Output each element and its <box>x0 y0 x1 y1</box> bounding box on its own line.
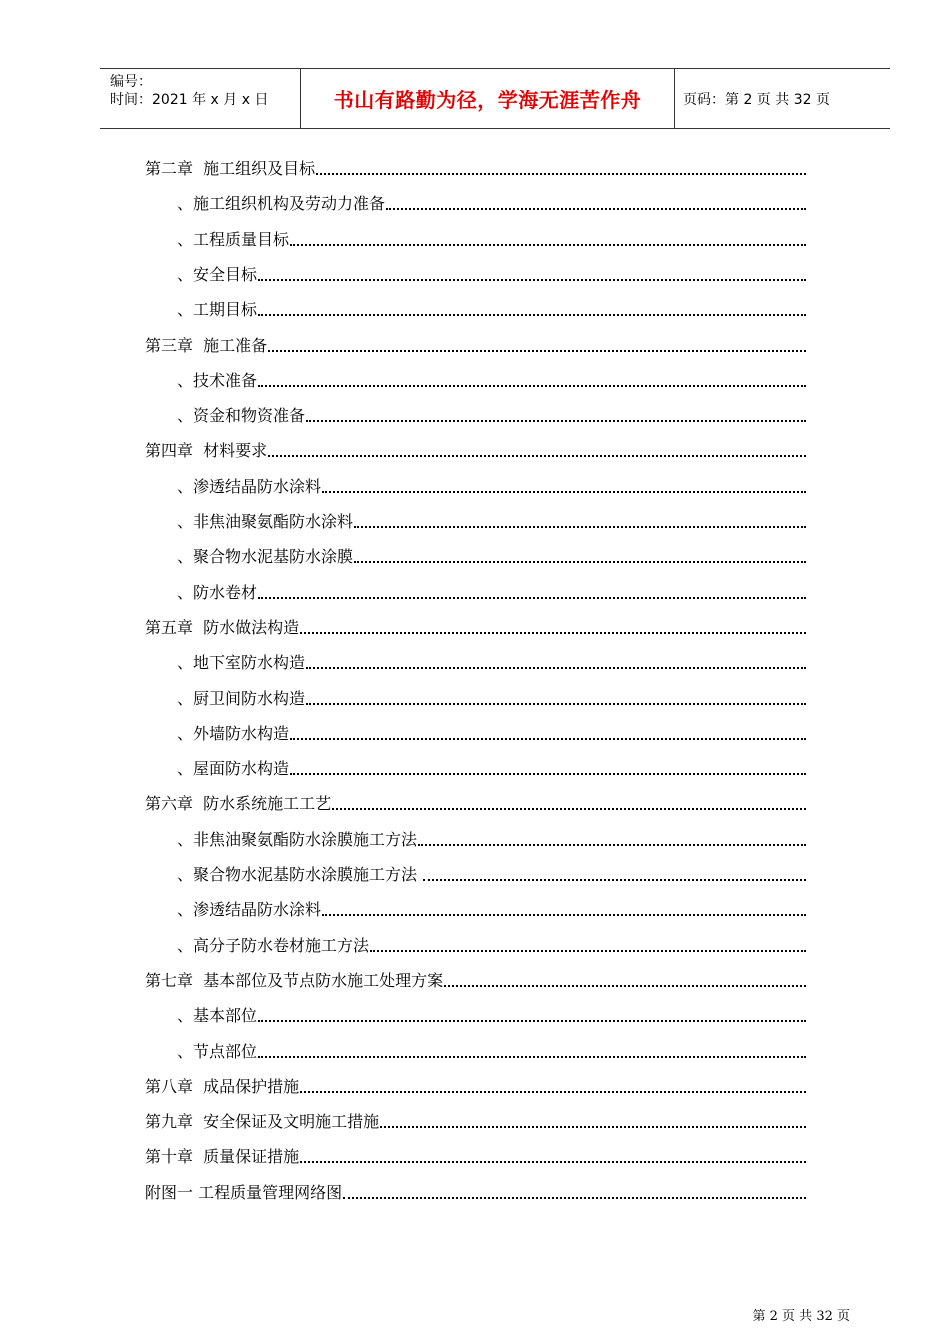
toc-section-entry[interactable] <box>177 829 806 851</box>
toc-section-entry[interactable] <box>177 1041 806 1063</box>
toc-entry-label: 第四章 材料要求 <box>145 441 268 460</box>
toc-entry-label: 、防水卷材 <box>177 583 258 602</box>
toc-leader-dots <box>290 772 806 775</box>
toc-leader-dots <box>258 596 806 599</box>
toc-entry-label: 、屋面防水构造 <box>177 759 290 778</box>
toc-section-entry[interactable] <box>177 264 806 286</box>
toc-entry-label: 第八章 成品保护措施 <box>145 1077 300 1096</box>
toc-entry-label: 、工程质量目标 <box>177 230 290 249</box>
toc-leader-dots <box>300 631 806 634</box>
serial-label: 编号： <box>110 74 152 90</box>
toc-section-entry[interactable] <box>177 864 806 886</box>
toc-leader-dots <box>306 419 806 422</box>
toc-leader-dots <box>386 207 806 210</box>
toc-leader-dots <box>258 1055 806 1058</box>
toc-entry-label: 、基本部位 <box>177 1006 258 1025</box>
toc-leader-dots <box>258 1019 806 1022</box>
toc-leader-dots <box>300 1090 806 1093</box>
toc-section-entry[interactable] <box>177 229 806 251</box>
toc-leader-dots <box>258 313 806 316</box>
toc-leader-dots <box>354 525 806 528</box>
toc-leader-dots <box>258 278 806 281</box>
toc-entry-label: 、高分子防水卷材施工方法 <box>177 936 370 955</box>
toc-leader-dots <box>268 454 806 457</box>
toc-section-entry[interactable] <box>177 370 806 392</box>
toc-entry-label: 第三章 施工准备 <box>145 336 268 355</box>
toc-leader-dots <box>444 984 806 987</box>
toc-entry-label: 附图一 工程质量管理网络图 <box>145 1183 343 1202</box>
toc-entry-label: 、资金和物资准备 <box>177 406 306 425</box>
toc-section-entry[interactable] <box>177 511 806 533</box>
toc-entry-label: 、技术准备 <box>177 371 258 390</box>
toc-entry-label: 第二章 施工组织及目标 <box>145 159 316 178</box>
toc-chapter-entry[interactable] <box>145 1146 806 1168</box>
toc-entry-label: 、渗透结晶防水涂料 <box>177 477 322 496</box>
toc-leader-dots <box>380 1125 806 1128</box>
toc-entry-label: 、聚合物水泥基防水涂膜 <box>177 547 354 566</box>
toc-entry-label: 第九章 安全保证及文明施工措施 <box>145 1112 380 1131</box>
toc-leader-dots <box>290 243 806 246</box>
toc-section-entry[interactable] <box>177 405 806 427</box>
time-label: 时间：2021 年 x 月 x 日 <box>110 92 269 108</box>
toc-leader-dots <box>306 666 806 669</box>
toc-section-entry[interactable] <box>177 299 806 321</box>
toc-chapter-entry[interactable] <box>145 617 806 639</box>
toc-leader-dots <box>322 913 806 916</box>
toc-leader-dots <box>268 349 806 352</box>
toc-entry-label: 、聚合物水泥基防水涂膜施工方法 <box>177 865 423 884</box>
toc-entry-label: 、外墙防水构造 <box>177 724 290 743</box>
toc-chapter-entry[interactable] <box>145 970 806 992</box>
toc-chapter-entry[interactable] <box>145 1182 806 1204</box>
header-page-info-cell <box>675 69 890 128</box>
toc-entry-label: 、工期目标 <box>177 300 258 319</box>
toc-leader-dots <box>370 949 806 952</box>
toc-leader-dots <box>354 560 806 563</box>
toc-chapter-entry[interactable] <box>145 335 806 357</box>
toc-entry-label: 、节点部位 <box>177 1042 258 1061</box>
toc-section-entry[interactable] <box>177 899 806 921</box>
toc-section-entry[interactable] <box>177 1005 806 1027</box>
toc-chapter-entry[interactable] <box>145 440 806 462</box>
toc-leader-dots <box>300 1160 806 1163</box>
toc-chapter-entry[interactable] <box>145 793 806 815</box>
toc-entry-label: 第七章 基本部位及节点防水施工处理方案 <box>145 971 444 990</box>
toc-chapter-entry[interactable] <box>145 1076 806 1098</box>
toc-entry-label: 、厨卫间防水构造 <box>177 689 306 708</box>
page-footer: 第 2 页 共 32 页 <box>752 1309 850 1324</box>
toc-leader-dots <box>332 807 806 810</box>
toc-leader-dots <box>322 490 806 493</box>
toc-leader-dots <box>290 737 806 740</box>
toc-entry-label: 第六章 防水系统施工工艺 <box>145 794 332 813</box>
header-page-info: 页码：第 2 页 共 32 页 <box>683 91 830 108</box>
toc-section-entry[interactable] <box>177 758 806 780</box>
toc-chapter-entry[interactable] <box>145 1111 806 1133</box>
toc-entry-label: 、非焦油聚氨酯防水涂膜施工方法 <box>177 830 418 849</box>
toc-chapter-entry[interactable] <box>145 158 806 180</box>
toc-leader-dots <box>343 1196 806 1199</box>
toc-section-entry[interactable] <box>177 476 806 498</box>
page-header <box>100 68 890 129</box>
toc-section-entry[interactable] <box>177 652 806 674</box>
toc-leader-dots <box>258 384 806 387</box>
toc-entry-label: 、安全目标 <box>177 265 258 284</box>
toc-section-entry[interactable] <box>177 582 806 604</box>
toc-section-entry[interactable] <box>177 546 806 568</box>
toc-entry-label: 第五章 防水做法构造 <box>145 618 300 637</box>
toc-section-entry[interactable] <box>177 688 806 710</box>
header-motto: 书山有路勤为径，学海无涯苦作舟 <box>333 88 642 112</box>
toc-leader-dots <box>316 172 806 175</box>
toc-leader-dots <box>418 843 806 846</box>
toc-entry-label: 、地下室防水构造 <box>177 653 306 672</box>
toc-section-entry[interactable] <box>177 723 806 745</box>
toc-section-entry[interactable] <box>177 935 806 957</box>
toc-leader-dots <box>306 702 806 705</box>
toc-section-entry[interactable] <box>177 193 806 215</box>
header-motto-cell <box>301 69 675 128</box>
header-meta <box>100 69 301 128</box>
toc-entry-label: 第十章 质量保证措施 <box>145 1147 300 1166</box>
toc-entry-label: 、渗透结晶防水涂料 <box>177 900 322 919</box>
toc-entry-label: 、非焦油聚氨酯防水涂料 <box>177 512 354 531</box>
toc-leader-dots <box>423 878 806 881</box>
toc-entry-label: 、施工组织机构及劳动力准备 <box>177 194 386 213</box>
